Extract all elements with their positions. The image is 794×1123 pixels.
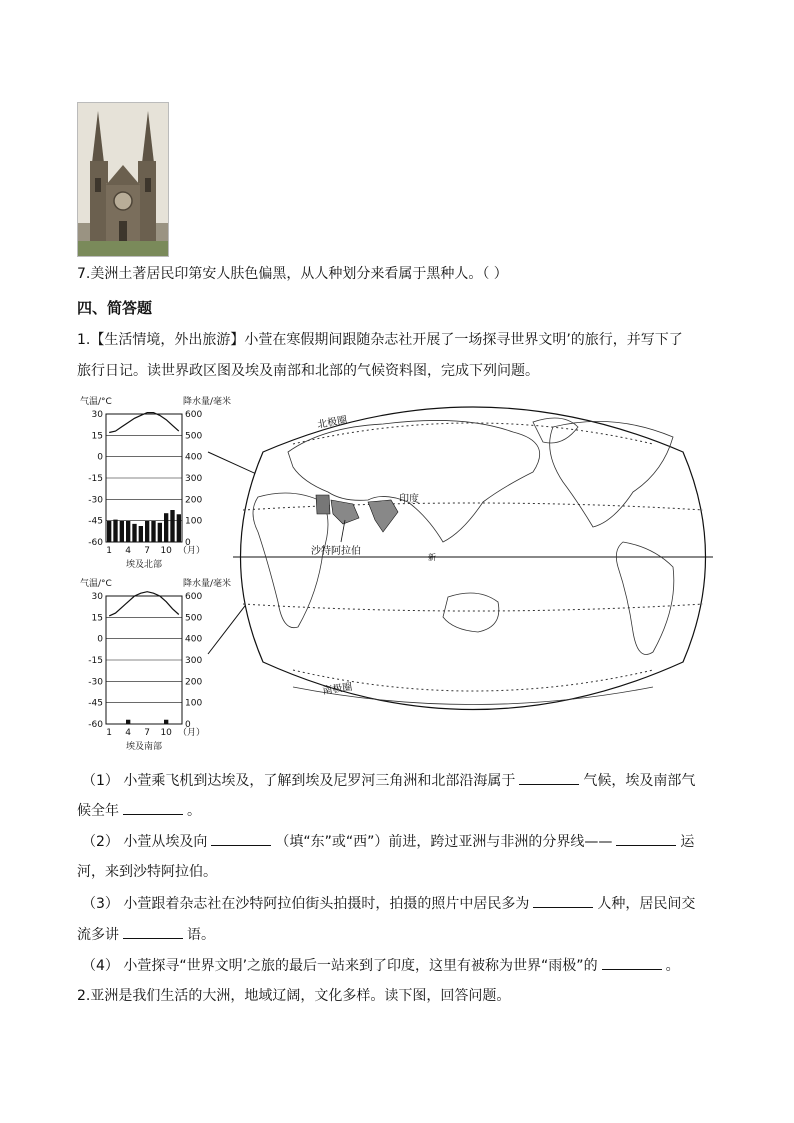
map-label-arctic: 北极圈 (316, 414, 349, 431)
answer-blank[interactable] (123, 924, 183, 939)
x-tick-label: 4 (125, 728, 132, 738)
tick-label: -45 (88, 698, 103, 709)
tick-label: 100 (185, 698, 203, 709)
section-heading: 四、简答题 (77, 299, 153, 317)
climate-chart-south (80, 577, 231, 752)
precip-bar (113, 520, 117, 542)
temperature-line (109, 413, 179, 433)
precip-bar (158, 523, 162, 542)
sub-question-3-cont: 流多讲 语。 (77, 924, 215, 945)
tick-label: 0 (185, 538, 191, 548)
tick-label: 500 (185, 431, 203, 442)
x-tick-label: 7 (144, 546, 151, 556)
x-unit-label: （月） (178, 728, 206, 738)
tick-label: 400 (185, 634, 203, 645)
x-tick-label: 1 (106, 728, 113, 738)
x-tick-label: 4 (125, 546, 132, 556)
tick-label: 200 (185, 677, 203, 688)
map-label-dot: 新 (428, 553, 436, 562)
chart-left-label: 气温/°C (80, 579, 112, 589)
x-tick-label: 10 (160, 728, 172, 738)
answer-blank[interactable] (602, 955, 662, 970)
chart-right-label: 降水量/毫米 (183, 397, 232, 407)
tick-label: 100 (185, 516, 203, 527)
precip-bar (132, 524, 136, 542)
precip-bar (120, 521, 124, 542)
x-tick-label: 7 (144, 728, 151, 738)
map-label-saudi: 沙特阿拉伯 (311, 546, 361, 557)
tick-label: 0 (97, 634, 103, 645)
question-7: 7.美洲土著居民印第安人肤色偏黑，从人种划分来看属于黑种人。（ ） (77, 266, 508, 282)
tick-label: 300 (185, 656, 203, 666)
sub-question-1-cont: 候全年 。 (77, 800, 201, 821)
egypt-shape (316, 495, 330, 514)
precip-bar (151, 521, 155, 542)
precip-bar (107, 521, 111, 542)
tick-label: -60 (88, 538, 103, 548)
tick-label: 200 (185, 495, 203, 506)
church-photo (77, 102, 169, 257)
tick-label: 500 (185, 613, 203, 624)
x-tick-label: 1 (106, 546, 113, 556)
world-map (233, 407, 713, 710)
chart-left-label: 气温/°C (80, 397, 112, 407)
tick-label: 600 (185, 592, 203, 602)
question-2: 2.亚洲是我们生活的大洲，地域辽阔，文化多样。读下图，回答问题。 (77, 988, 511, 1004)
tick-label: 30 (91, 592, 103, 602)
climate-chart-north (80, 395, 231, 570)
tick-label: -30 (88, 495, 103, 506)
map-outline (241, 407, 706, 710)
precip-bar (126, 720, 130, 724)
tick-label: -15 (88, 474, 103, 484)
answer-blank[interactable] (616, 831, 676, 846)
tick-label: 0 (97, 452, 103, 463)
chart-title: 埃及南部 (126, 742, 163, 752)
sub-question-3: （3） 小萱跟着杂志社在沙特阿拉伯街头拍摄时，拍摄的照片中居民多为 人种，居民间交 (82, 893, 695, 914)
answer-blank[interactable] (123, 800, 183, 815)
tick-label: 400 (185, 452, 203, 463)
chart-title: 埃及北部 (126, 560, 163, 570)
question-1-line2: 旅行日记。读世界政区图及埃及南部和北部的气候资料图，完成下列问题。 (77, 363, 539, 379)
tick-label: -45 (88, 516, 103, 527)
tick-label: 300 (185, 474, 203, 484)
answer-blank[interactable] (211, 831, 271, 846)
precip-bar (145, 521, 149, 542)
map-label-india: 印度 (399, 494, 419, 505)
precip-bar (177, 514, 181, 542)
tick-label: 15 (91, 613, 103, 624)
answer-blank[interactable] (519, 770, 579, 785)
sub-question-2: （2） 小萱从埃及向 （填“东”或“西”）前进，跨过亚洲与非洲的分界线—— 运 (82, 831, 694, 852)
tick-label: 30 (91, 410, 103, 420)
question-1-line1: 1.【生活情境，外出旅游】小萱在寒假期间跟随杂志社开展了一场探寻世界文明’的旅行，并写下了 (77, 332, 683, 348)
sub-question-1: （1） 小萱乘飞机到达埃及，了解到埃及尼罗河三角洲和北部沿海属于 气候，埃及南部气 (82, 770, 695, 791)
chart-right-label: 降水量/毫米 (183, 579, 232, 589)
figure-area (78, 392, 720, 752)
precip-bar (164, 513, 168, 542)
precip-bar (170, 510, 174, 542)
tick-label: 600 (185, 410, 203, 420)
tick-label: -60 (88, 720, 103, 730)
temperature-line (109, 592, 179, 616)
map-label-antarctic: 南极圈 (321, 681, 354, 697)
tick-label: -30 (88, 677, 103, 688)
sub-question-4: （4） 小萱探寻“世界文明’之旅的最后一站来到了印度，这里有被称为世界“雨极”的 。 (82, 955, 680, 976)
sub-question-2-cont: 河，来到沙特阿拉伯。 (77, 864, 217, 880)
tick-label: -15 (88, 656, 103, 666)
precip-bar (139, 526, 143, 542)
precip-bar (164, 720, 168, 724)
x-unit-label: （月） (178, 546, 206, 556)
precip-bar (126, 521, 130, 542)
answer-blank[interactable] (533, 893, 593, 908)
x-tick-label: 10 (160, 546, 172, 556)
tick-label: 15 (91, 431, 103, 442)
tick-label: 0 (185, 720, 191, 730)
